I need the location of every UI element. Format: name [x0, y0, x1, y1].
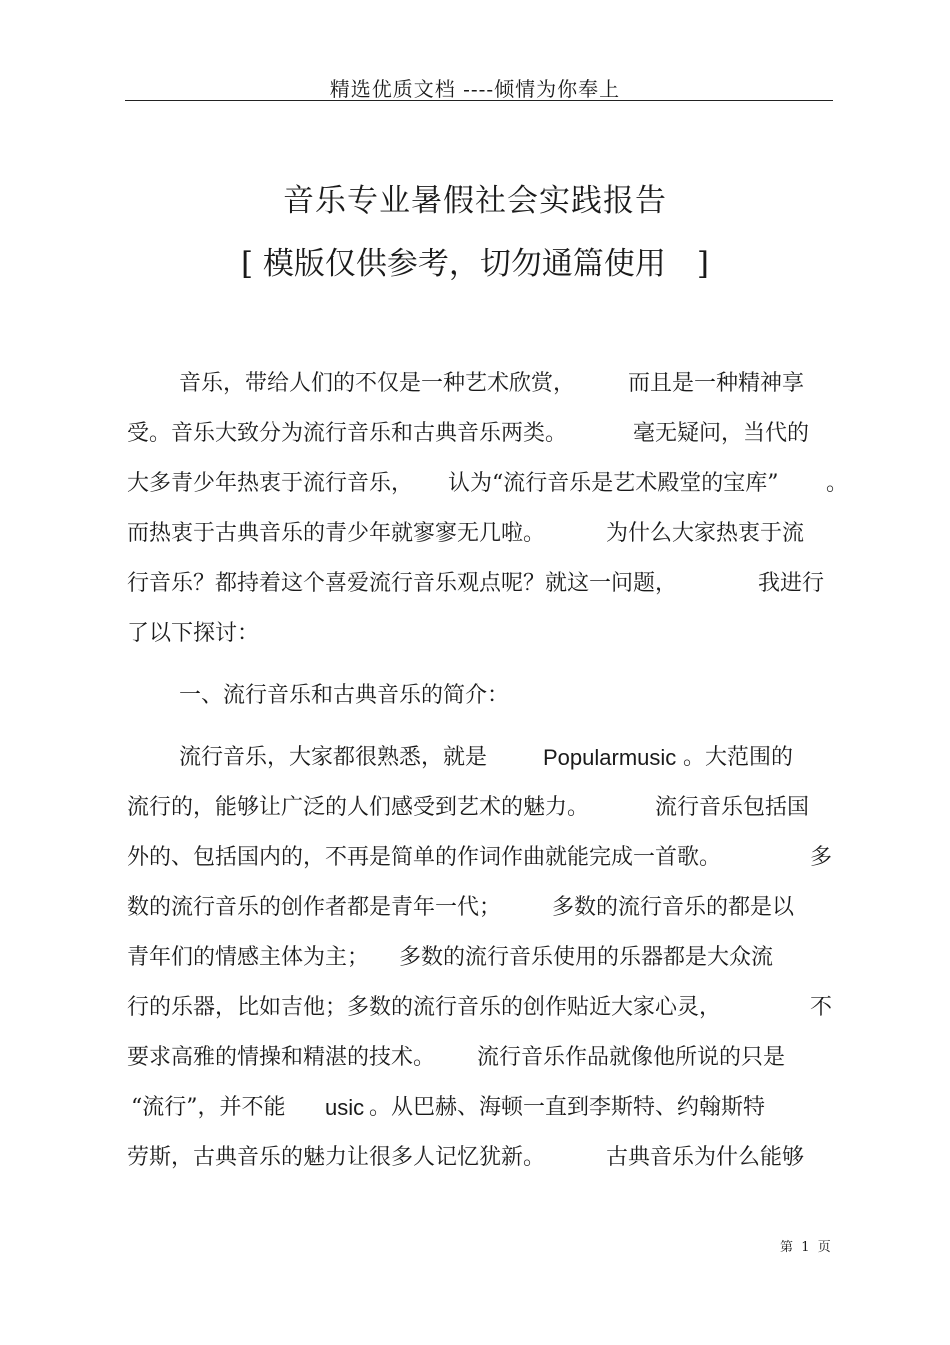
body-line: 流行的，能够让广泛的人们感受到艺术的魅力。 [127, 795, 590, 820]
body-line: 数的流行音乐的创作者都是青年一代； [127, 895, 502, 920]
body-line: 受。音乐大致分为流行音乐和古典音乐两类。 [127, 421, 568, 446]
body-line: 认为“流行音乐是艺术殿堂的宝库” [448, 471, 779, 496]
body-line: 青年们的情感主体为主； [127, 945, 370, 970]
page-header: 精选优质文档 ----倾情为你奉上 [329, 77, 621, 101]
body-line: 而热衷于古典音乐的青少年就寥寥无几啦。 [127, 521, 546, 546]
section-heading: 一、流行音乐和古典音乐的简介： [179, 683, 510, 708]
body-line: 。大范围的 [683, 745, 794, 770]
body-line: 流行音乐作品就像他所说的只是 [477, 1045, 786, 1070]
body-line: usic [325, 1095, 365, 1120]
body-line: 我进行 [758, 571, 825, 596]
body-line: 外的、包括国内的，不再是简单的作词作曲就能完成一首歌。 [127, 845, 722, 870]
body-line: 多数的流行音乐的都是以 [552, 895, 795, 920]
body-line: 而且是一种精神享 [628, 371, 805, 396]
body-line: 劳斯，古典音乐的魅力让很多人记忆犹新。 [127, 1145, 546, 1170]
body-line: 毫无疑问，当代的 [633, 421, 810, 446]
body-line: 流行音乐，大家都很熟悉，就是 [179, 745, 488, 770]
body-line: 古典音乐为什么能够 [606, 1145, 805, 1170]
body-line: 要求高雅的情操和精湛的技术。 [127, 1045, 436, 1070]
body-line: 多 [810, 845, 833, 870]
body-line: 行音乐？都持着这个喜爱流行音乐观点呢？就这一问题， [127, 571, 678, 596]
document-subtitle: [ 模版仅供参考，切勿通篇使用 ] [240, 246, 710, 282]
body-line: 。 [826, 471, 849, 496]
body-line: 流行音乐包括国 [655, 795, 810, 820]
body-line: Popularmusic [543, 745, 677, 770]
document-title: 音乐专业暑假社会实践报告 [283, 183, 667, 219]
body-line: 不 [810, 995, 833, 1020]
body-line: “流行”，并不能 [131, 1095, 286, 1120]
header-divider [125, 100, 833, 101]
body-line: 行的乐器，比如吉他；多数的流行音乐的创作贴近大家心灵， [127, 995, 722, 1020]
page-number: 第 1 页 [780, 1240, 831, 1255]
body-line: 多数的流行音乐使用的乐器都是大众流 [399, 945, 774, 970]
body-line: 大多青少年热衷于流行音乐， [127, 471, 414, 496]
body-line: 音乐，带给人们的不仅是一种艺术欣赏， [179, 371, 576, 396]
body-line: 。从巴赫、海顿一直到李斯特、约翰斯特 [369, 1095, 766, 1120]
body-line: 为什么大家热衷于流 [606, 521, 805, 546]
body-line: 了以下探讨： [127, 621, 260, 646]
